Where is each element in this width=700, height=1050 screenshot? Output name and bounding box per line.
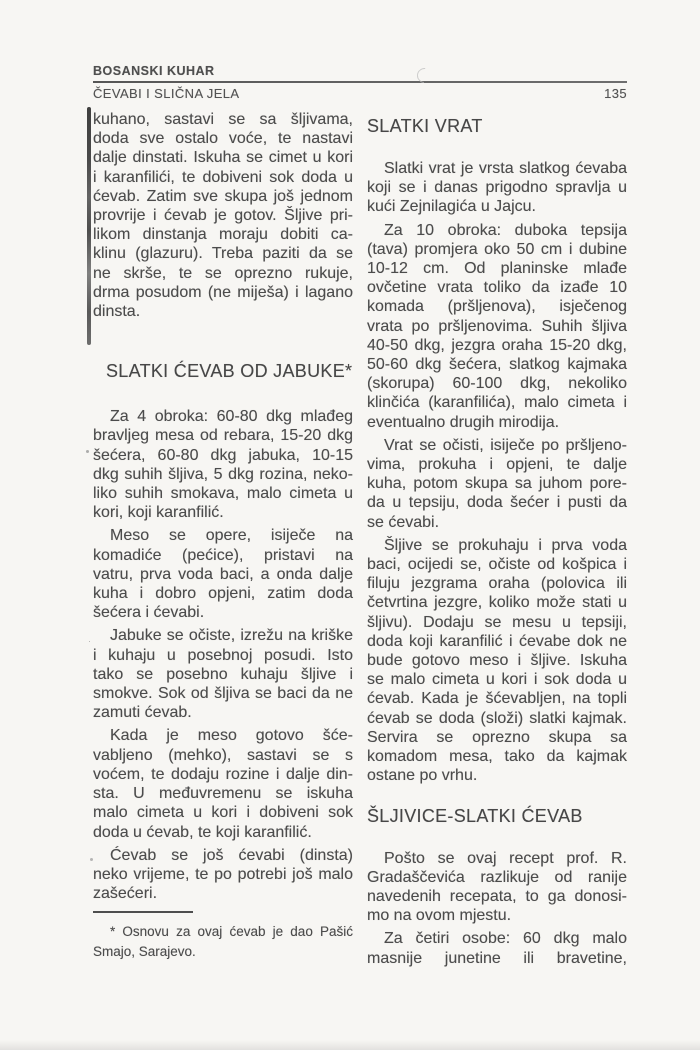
chapter-title: ČEVABI I SLIČNA JELA — [93, 86, 240, 101]
recipe-title-slatki-vrat: SLATKI VRAT — [367, 116, 483, 136]
recipe-title-sljivice-slatki-cevab: ŠLJIVICE-SLATKI ĆEVAB — [367, 805, 583, 826]
paragraph-continuation: kuhano, sastavi se sa šljivama, doda sve ostalo voće, te nastavi dalje dinstati. Iskuha se cimet u kori i karanfilići, te dobiveni sok doda u ćevab. Zatim sve skupa još jednom provrije i ćevab je gotov. Šljive pri- likom dinstanja moraju dobiti ca- klinu (glazuru). Treba paziti da se ne skrše, te se oprezno rukuje, drma posudom (ne miješa) i lagano dinsta. — [93, 111, 353, 321]
scan-specks — [86, 450, 89, 453]
paragraph-vrat-plums-serving: Šljive se prokuhaju i prva voda baci, ocijedi se, očiste od košpica i filuju jezgrama oraha (polovica ili četvrtina jezgre, koliko može stati u šljivu). Dodaju se mesu u tepsiji, doda koji karanfilić i ćevabe dok ne bude gotovo meso i šljive. Iskuha se malo cimeta u kori i sok doda u ćevab. Kada je šćevabljen, na topli ćevab se doda (složi) slatki kajmak. Servira se oprezno skupa sa komadom mesa, tako da kajmak ostane po vrhu. — [367, 536, 627, 785]
paragraph-meat-preparation: Meso se opere, isiječe na komadiće (pećice), pristavi na vatru, prva voda baci, a onda dalje kuha i dobro opjeni, zatim doda šećera i ćevabi. — [93, 527, 353, 622]
left-column — [93, 110, 353, 972]
paragraph-vrat-intro: Slatki vrat je vrsta slatkog ćevaba koji se i danas prigodno spravlja u kući Zejnilagića u Jajcu. — [367, 160, 627, 216]
header-rule — [93, 81, 627, 83]
paragraph-finishing: Ćevab se još ćevabi (dinsta) neko vrijeme, te po potrebi još malo zašećeri. — [93, 846, 353, 903]
paragraph-apples-preparation: Jabuke se očiste, izrežu na kriške i kuhaju u posebnoj posudi. Isto tako se posebno kuhaju šljive i smokve. Sok od šljiva se baci da ne zamuti ćevab. — [93, 627, 353, 722]
two-column-text — [93, 110, 627, 972]
footnote: * Osnovu za ovaj ćevab je dao Pašić Smajo, Sarajevo. — [93, 924, 353, 959]
book-title: BOSANSKI KUHAR — [93, 64, 215, 78]
scan-edge-artifact — [87, 107, 91, 345]
paragraph-sljivice-ingredients: Za četiri osobe: 60 dkg malo masnije junetine ili bravetine, — [367, 930, 627, 967]
page-number: 135 — [604, 86, 627, 101]
page-header — [93, 64, 627, 101]
right-column — [367, 110, 627, 972]
recipe-title-slatki-cevab-od-jabuke: SLATKI ĆEVAB OD JABUKE* — [106, 361, 353, 382]
chapter-header-row — [93, 86, 627, 101]
paragraph-combining: Kada je meso gotovo šće- vabljeno (mehko), sastavi se s voćem, te dodaju rozine i dalje din- sta. U međuvremenu se iskuha malo cimeta u kori i dobiveni sok doda u ćevab, te koji karanfilić. — [93, 727, 353, 841]
paragraph-sljivice-intro: Pošto se ovaj recept prof. R. Gradaščevića razlikuje od ranije navedenih recepata, to ga donosi- mo na ovom mjestu. — [367, 849, 627, 925]
paragraph-vrat-cooking: Vrat se očisti, isiječe po pršljeno- vima, prokuha i opjeni, te dalje kuha, potom skupa sa juhom pore- da u tepsiju, doda šećer i pusti da se ćevabi. — [367, 436, 627, 531]
paragraph-vrat-ingredients: Za 10 obroka: duboka tepsija (tava) promjera oko 50 cm i dubine 10-12 cm. Od planinske mlađe ovčetine vrata toliko da izađe 10 komada (pršljenova), isječenog vrata po pršljenovima. Suhih šljiva 40-50 dkg, jezgra oraha 15-20 dkg, 50-60 dkg šećera, slatkog kajmaka (skorupa) 60-100 dkg, nekoliko klinčića (karanfilića), malo cimeta i eventualno drugih mirodija. — [367, 221, 627, 431]
footnote-rule — [93, 911, 193, 913]
paragraph-ingredients-apple: Za 4 obroka: 60-80 dkg mlađeg bravljeg mesa od rebara, 15-20 dkg šećera, 60-80 dkg jabuka, 10-15 dkg suhih šljiva, 5 dkg rozina, neko- liko suhih smokava, malo cimeta u kori, koji karanfilić. — [93, 408, 353, 522]
